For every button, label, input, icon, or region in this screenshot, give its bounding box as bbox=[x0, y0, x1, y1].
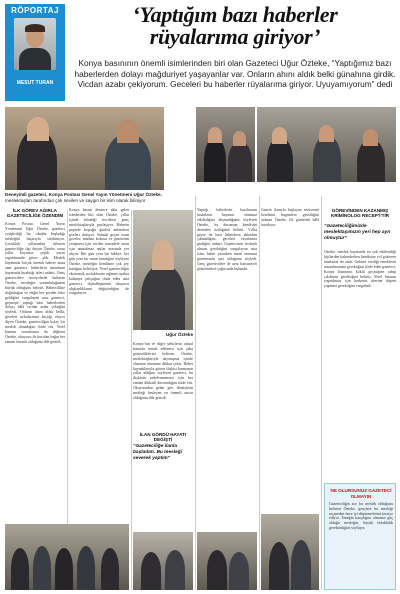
column4-text: Yaptığı haberlerin bazılarının insanların hayatını olumsuz etkilediğini düşündüğünü söyleyen Öztekе, bu durumun kendisini derinden üzdüğünü belirtti. Yıllar geçse de bazı haberlerin aklından çıkmadığını, geceleri rüyalarına girdiğini anlattı. Gazetecinin vicdanlı olması gerektiğini vurgulayan usta isim, haber yazarken insan onurunu gözetmenin şart olduğunu söyledi. Genç gazetecilere de aynı hassasiyeti göstermeleri çağrısında bulundu. bbox=[197, 208, 257, 271]
column6-text: Öztekе, meslek hayatında en çok etkilendiği kişilerden bahsederken kendisine yol gösteren ustalarını da andı. Onların verdiği emeklerin unutulmaması gerektiğini ifade eden gazeteci, Konya basınının köklü geçmişine sahip çıkılması gerektiğini belirtti. Yerel basının yaşatılması için herkesin üzerine düşeni yapması gerektiğini vurguladı. bbox=[324, 250, 396, 289]
column1-text: Konya Postası Genel Yayın Yönetmeni Uğur Öztekе, gazeteci yetiştirdiği bir okulda başladığı mesleğini başarıyla sürdürüyor. Çocukluk yıllarından itibaren gazeteciliğe ilgi duyan Öztekе, uzun yıllar boyunca çeşitli yayın organlarında görev aldı. Meslek hayatında birçok önemli habere imza atan gazeteci, haberlerin insanların hayatında bıraktığı izleri anlattı. Genç gazetecilere tavsiyelerde bulunan Öztekе, mesleğin sorumluluğunun büyük olduğunu belirtti. Habercilikte doğruluğun ve etiğin her şeyden önce geldiğini vurgulayan usta gazeteci, geçmişte yaptığı bazı haberlerden dolayı hâlâ vicdan azabı çektiğini söyledi. Onların ahını aldık belki, geceleri uykularımın kaçtığı oluyor diyen Öztekе, gazeteciliğin kolay bir meslek olmadığını ifade etti. Yerel basının sorunlarına da değinen Öztekе, okuyucu ile kurulan bağın her zaman önemli olduğunu dile getirdi. bbox=[5, 222, 65, 344]
author-byline: MESUT TURAN bbox=[16, 80, 54, 86]
photo-archive-1 bbox=[196, 107, 255, 182]
photo-group-2 bbox=[133, 532, 193, 590]
photo-archive-2 bbox=[257, 107, 396, 182]
column2-text: Konya basını denince akla gelen isimlerden biri olan Öztekе, yıllar içinde edindiği tecrübeyi genç meslektaşlarıyla paylaşıyor. Haberin peşinde koştuğu günleri anlatırken gözleri doluyor. Sahada geçen uzun geceler, matbaa kokusu ve gazetenin yetişmesi için verilen mücadele onun için unutulmaz anılar arasında yer alıyor. Her gün yeni bir hikâye, her gün yeni bir insan tanıdığını söyleyen Öztekе, mesleğin kendisine çok şey kattığını belirtiyor. Yerel gazeteciliğin ekonomik zorluklarına rağmen ayakta kalmaya çalıştığını ifade eden usta gazeteci, dijitalleşmenin okuyucu alışkanlıklarını değiştirdiğini de vurguluyor. bbox=[69, 208, 129, 296]
photo-center-caption: Uğur Öztekе bbox=[165, 332, 193, 337]
photo-group-1 bbox=[5, 524, 129, 590]
column6-subhead: GÖREVİNDEN KAZANMIŞ KRİMİNOLOG RECEP’İ’TİR bbox=[330, 208, 390, 219]
sidebar-box-text: Gazeteciliğin zor bir meslek olduğunu belirten Öztekе, gençlere bu mesleği seçmeden önce iyi düşünmelerini tavsiye ediyor. Emeğin karşılığını almanın güç olduğu mesleğin, büyük fedakârlık gerektirdiğini söylüyor. bbox=[329, 502, 393, 530]
author-portrait bbox=[14, 18, 56, 70]
lead-paragraph: Konya basınının önemli isimlerinden biri olan Gazeteci Uğur Öztekе, “Yaptığımız bazı haberlerden dolayı mağduriyet yaşayanlar var. Onların ahını aldık belki günahına girdik. Vicdan azabı çekiyorum. Geceleri bu haberler rüyalarıma giriyor. Uyuyamıyorum” dedi bbox=[74, 58, 396, 89]
column6-pull-quote: “Gazeteciliğimizde meslektaşımızın yeri hep ayrı olmuştur” bbox=[324, 224, 391, 241]
column1-subhead: İLK GÖREV AĞIRLA GAZETECİLİĞE ÖZENDİM bbox=[6, 208, 64, 219]
sidebar-box bbox=[324, 483, 396, 590]
photo-group-4 bbox=[261, 514, 319, 590]
photo-uğur-öztekе bbox=[133, 210, 193, 330]
column2-pull-quote: “Gazeteciliğe ilanla başladım. Bu mesleği severek yaptım” bbox=[133, 444, 183, 461]
sidebar-box-title: NE OLURSUNUZ GAZETECİ OLMAYIN bbox=[330, 488, 392, 499]
headline: ‘Yaptığım bazı haberler rüyalarıma giriyor’ bbox=[132, 2, 338, 49]
column2-subhead: İLAN GÖRDÜ HAYATI DEĞİŞTİ bbox=[139, 432, 187, 443]
column5-text-a: Gazete ilanıyla başlayan serüvenin kendisini bugünlere getirdiğini anlatan Öztekе, ilk günlerini hâlâ hatırlıyor. bbox=[261, 208, 319, 227]
photo-office-interview bbox=[5, 107, 164, 190]
interview-kicker: RÖPORTAJ bbox=[11, 6, 59, 15]
photo-office-caption: Deneyimli gazeteci, Konya Postası Genel Yayın Yönetmeni Uğur Öztekе, meslektaşları tarafından çok sevilen ve saygın bir isim olarak biliniyor bbox=[5, 192, 162, 203]
photo-group-3 bbox=[197, 532, 257, 590]
column3-text: Konya’nın ve diğer şehirlerin ulusal basında temsil edilmesi için çaba gösterdiklerini belirten Öztekе, meslektaşlarıyla dayanışma içinde olmanın önemine dikkat çekti. Haber kaynaklarıyla güven ilişkisi kurmanın yıllar aldığını söyleyen gazeteci, bu ilişkinin zedelenmemesi için her zaman dikkatli davrandığını ifade etti. Okuyucudan gelen geri dönüşlerin mesleği besleyen en önemli unsur olduğunu dile getirdi. bbox=[133, 342, 193, 400]
